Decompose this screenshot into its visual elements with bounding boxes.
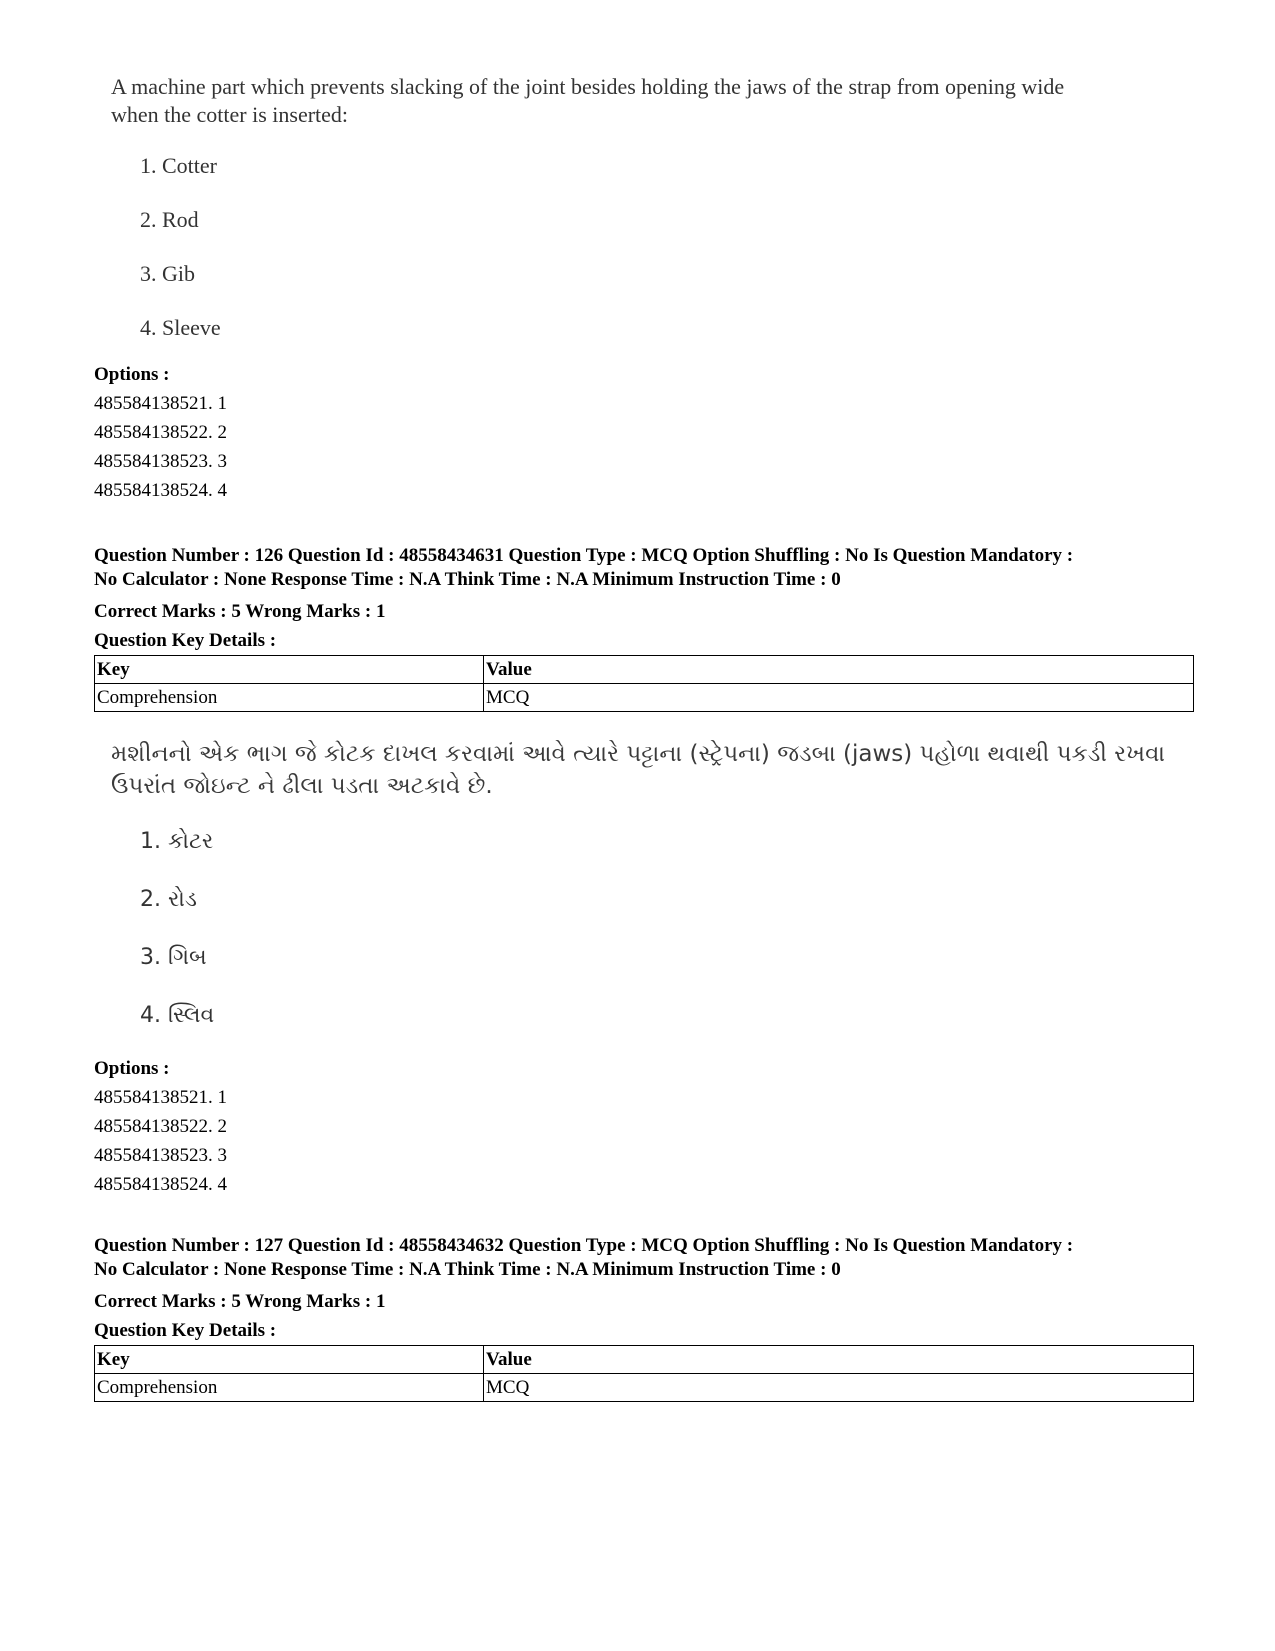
table-cell-key: Comprehension <box>95 1374 484 1402</box>
question-image-gujarati <box>111 738 1165 1060</box>
question-image-english <box>111 73 1064 368</box>
option-item: 485584138523. 3 <box>94 1145 227 1166</box>
option-item: 485584138522. 2 <box>94 1116 227 1137</box>
options-title: Options : <box>94 364 170 385</box>
choice-item: 2. Rod <box>140 207 199 232</box>
question-meta-126 <box>94 544 1194 655</box>
question-choices <box>111 152 1064 368</box>
question-text-line-1: મશીનનો એક ભાગ જે કોટક દાખલ કરવામાં આવે ત્યારે પટ્ટાના (સ્ટ્રેપના) જડબા (jaws) પહોળા થવાથી પકડી રખવા <box>111 741 1166 767</box>
table-header-row <box>95 656 1194 684</box>
question-meta-line-2: No Calculator : None Response Time : N.A Think Time : N.A Minimum Instruction Time : 0 <box>94 569 841 590</box>
table-cell-value: MCQ <box>484 684 1194 712</box>
question-text-line-2: ઉપરાંત જોઇન્ટ ને ઢીલા પડતા અટકાવે છે. <box>111 773 493 799</box>
question-meta-127 <box>94 1234 1194 1345</box>
option-item: 485584138524. 4 <box>94 480 227 501</box>
option-item: 485584138523. 3 <box>94 451 227 472</box>
option-item: 485584138522. 2 <box>94 422 227 443</box>
table-row <box>95 684 1194 712</box>
option-item: 485584138521. 1 <box>94 393 227 414</box>
options-block <box>94 360 227 505</box>
table-cell-value: MCQ <box>484 1374 1194 1402</box>
question-key-table <box>94 655 1194 712</box>
question-meta-line-2: No Calculator : None Response Time : N.A Think Time : N.A Minimum Instruction Time : 0 <box>94 1259 841 1280</box>
table-header-key: Key <box>95 656 484 684</box>
option-item: 485584138521. 1 <box>94 1087 227 1108</box>
choice-item: 1. કોટર <box>140 829 214 854</box>
question-key-table <box>94 1345 1194 1402</box>
marks-line: Correct Marks : 5 Wrong Marks : 1 <box>94 1291 386 1312</box>
options-title: Options : <box>94 1058 170 1079</box>
table-header-row <box>95 1346 1194 1374</box>
question-text-line-1: A machine part which prevents slacking of the joint besides holding the jaws of the strap from opening wide <box>111 74 1065 99</box>
table-header-value: Value <box>484 1346 1194 1374</box>
choice-item: 2. રોડ <box>140 887 197 912</box>
key-details-label: Question Key Details : <box>94 630 277 651</box>
choice-item: 4. સ્લિવ <box>140 1003 215 1028</box>
table-header-value: Value <box>484 656 1194 684</box>
marks-line: Correct Marks : 5 Wrong Marks : 1 <box>94 601 386 622</box>
choice-item: 1. Cotter <box>140 153 217 178</box>
table-row <box>95 1374 1194 1402</box>
choice-item: 3. ગિબ <box>140 945 207 970</box>
question-choices <box>111 828 1165 1060</box>
question-meta-line-1: Question Number : 127 Question Id : 48558434632 Question Type : MCQ Option Shuffling : No Is Question Mandatory : <box>94 1235 1074 1256</box>
table-header-key: Key <box>95 1346 484 1374</box>
choice-item: 4. Sleeve <box>140 315 221 340</box>
table-cell-key: Comprehension <box>95 684 484 712</box>
question-meta-line-1: Question Number : 126 Question Id : 48558434631 Question Type : MCQ Option Shuffling : No Is Question Mandatory : <box>94 545 1074 566</box>
choice-item: 3. Gib <box>140 261 195 286</box>
key-details-label: Question Key Details : <box>94 1320 277 1341</box>
question-text-line-2: when the cotter is inserted: <box>111 102 349 127</box>
options-block <box>94 1054 227 1199</box>
option-item: 485584138524. 4 <box>94 1174 227 1195</box>
